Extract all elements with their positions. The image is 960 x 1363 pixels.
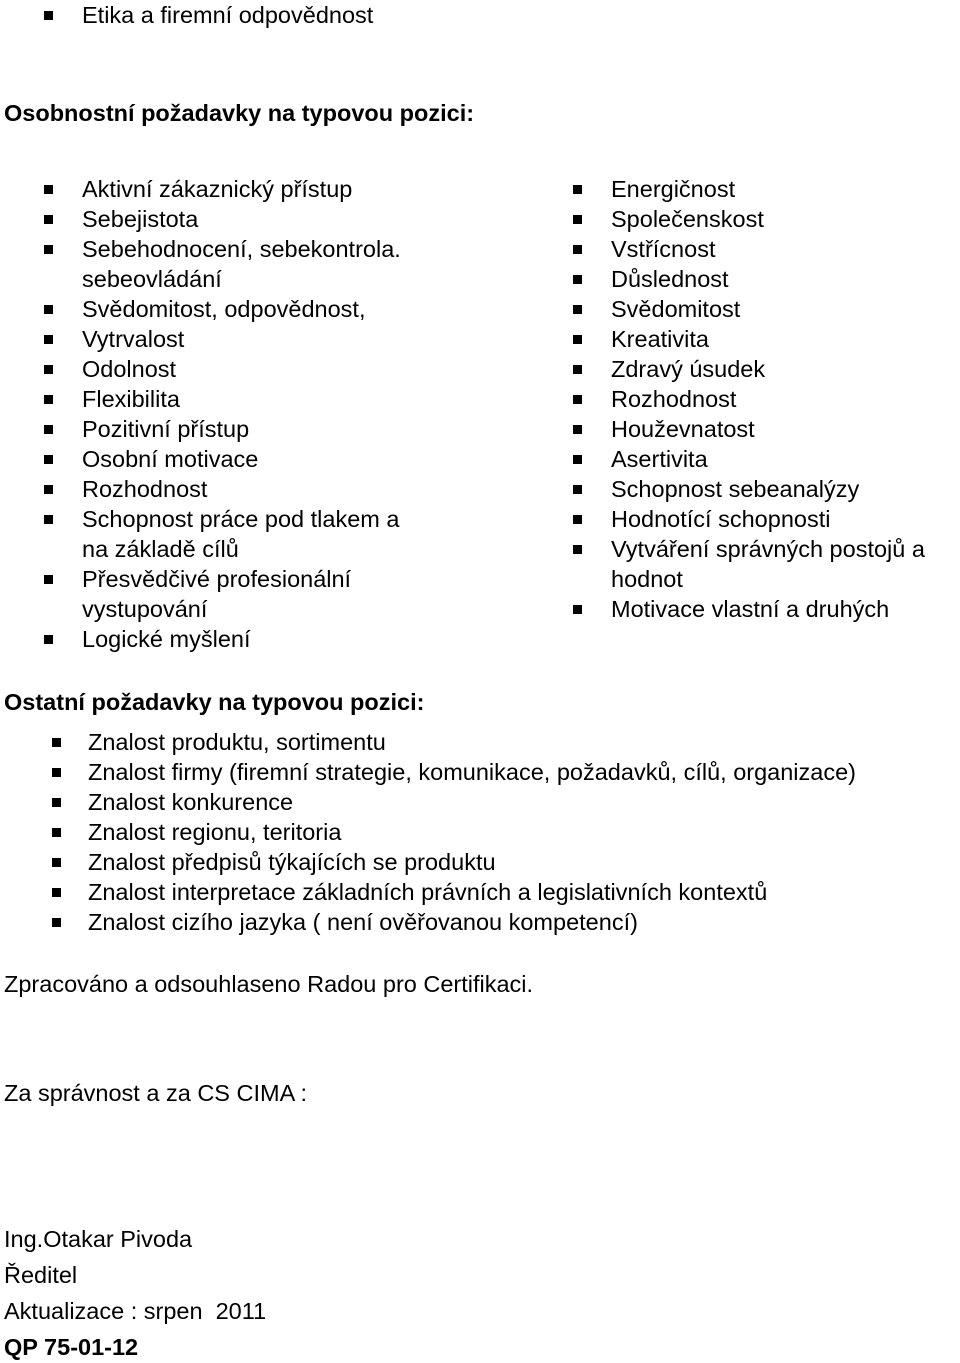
list-item-text: Vytváření správných postojů a [611, 536, 925, 562]
square-bullet-icon [573, 215, 582, 224]
list-item-text: Logické myšlení [82, 626, 251, 652]
list-item-text: Vstřícnost [611, 236, 716, 262]
square-bullet-icon [573, 245, 582, 254]
signer-title: Ing. [4, 1226, 44, 1252]
square-bullet-icon [573, 305, 582, 314]
square-bullet-icon [44, 635, 53, 644]
square-bullet-icon [44, 305, 53, 314]
responsibility-line: Za správnost a za CS CIMA : [4, 1080, 307, 1106]
list-item-text: Znalost firmy (firemní strategie, komunikace, požadavků, cílů, organizace) [88, 759, 856, 785]
list-item-text: Houževnatost [611, 416, 755, 442]
list-item-text: Schopnost sebeanalýzy [611, 476, 860, 502]
list-item-text: Sebejistota [82, 206, 199, 232]
list-item-text: Sebehodnocení, sebekontrola. [82, 236, 401, 262]
document-code: QP 75-01-12 [4, 1334, 139, 1360]
list-item-text: Znalost cizího jazyka ( není ověřovanou kompetencí) [88, 909, 638, 935]
square-bullet-icon [573, 185, 582, 194]
square-bullet-icon [44, 425, 53, 434]
list-item-text: hodnot [611, 566, 683, 592]
signer [4, 1226, 192, 1253]
square-bullet-icon [52, 828, 61, 837]
square-bullet-icon [52, 918, 61, 927]
square-bullet-icon [44, 575, 53, 584]
list-item-text: sebeovládání [82, 266, 222, 292]
list-item-text: Asertivita [611, 446, 708, 472]
list-item-text: Osobní motivace [82, 446, 259, 472]
list-item-text: Svědomitost [611, 296, 741, 322]
list-item-text: Odolnost [82, 356, 177, 382]
list-item-text: Aktivní zákaznický přístup [82, 176, 353, 202]
other-requirements-heading: Ostatní požadavky na typovou pozici: [4, 689, 425, 715]
square-bullet-icon [44, 365, 53, 374]
square-bullet-icon [44, 395, 53, 404]
square-bullet-icon [52, 858, 61, 867]
square-bullet-icon [44, 11, 53, 20]
square-bullet-icon [573, 485, 582, 494]
list-item-text: Znalost konkurence [88, 789, 294, 815]
list-item-text: Přesvědčivé profesionální [82, 566, 352, 592]
square-bullet-icon [52, 798, 61, 807]
square-bullet-icon [44, 455, 53, 464]
list-item-text: Energičnost [611, 176, 736, 202]
square-bullet-icon [44, 185, 53, 194]
list-item-text: Flexibilita [82, 386, 180, 412]
list-item-text: Hodnotící schopnosti [611, 506, 831, 532]
list-item-text: Vytrvalost [82, 326, 185, 352]
square-bullet-icon [573, 365, 582, 374]
square-bullet-icon [573, 545, 582, 554]
square-bullet-icon [573, 335, 582, 344]
list-item-text: Pozitivní přístup [82, 416, 250, 442]
list-item-text: Znalost regionu, teritoria [88, 819, 342, 845]
list-item-text: Důslednost [611, 266, 729, 292]
list-item-text: Znalost produktu, sortimentu [88, 729, 386, 755]
signer-role: Ředitel [4, 1262, 78, 1288]
processed-note: Zpracováno a odsouhlaseno Radou pro Certifikaci. [4, 971, 534, 997]
square-bullet-icon [52, 768, 61, 777]
square-bullet-icon [573, 395, 582, 404]
list-item-text: vystupování [82, 596, 208, 622]
square-bullet-icon [52, 738, 61, 747]
list-item-text: Společenskost [611, 206, 764, 232]
square-bullet-icon [573, 515, 582, 524]
list-item-text: Znalost předpisů týkajících se produktu [88, 849, 496, 875]
list-item-text: Kreativita [611, 326, 709, 352]
signer-name: Otakar Pivoda [43, 1226, 193, 1252]
square-bullet-icon [52, 888, 61, 897]
square-bullet-icon [573, 275, 582, 284]
personal-requirements-heading: Osobnostní požadavky na typovou pozici: [4, 100, 475, 126]
square-bullet-icon [573, 425, 582, 434]
square-bullet-icon [44, 515, 53, 524]
list-item-text: Rozhodnost [82, 476, 208, 502]
list-item-text: Etika a firemní odpovědnost [82, 2, 374, 28]
square-bullet-icon [44, 485, 53, 494]
list-item-text: Svědomitost, odpovědnost, [82, 296, 366, 322]
square-bullet-icon [44, 335, 53, 344]
list-item-text: na základě cílů [82, 536, 239, 562]
square-bullet-icon [573, 605, 582, 614]
list-item-text: Zdravý úsudek [611, 356, 766, 382]
square-bullet-icon [44, 215, 53, 224]
list-item-text: Znalost interpretace základních právních a legislativních kontextů [88, 879, 768, 905]
square-bullet-icon [44, 245, 53, 254]
update-date: Aktualizace : srpen 2011 [4, 1298, 267, 1324]
list-item-text: Rozhodnost [611, 386, 737, 412]
square-bullet-icon [573, 455, 582, 464]
list-item-text: Motivace vlastní a druhých [611, 596, 890, 622]
list-item-text: Schopnost práce pod tlakem a [82, 506, 400, 532]
